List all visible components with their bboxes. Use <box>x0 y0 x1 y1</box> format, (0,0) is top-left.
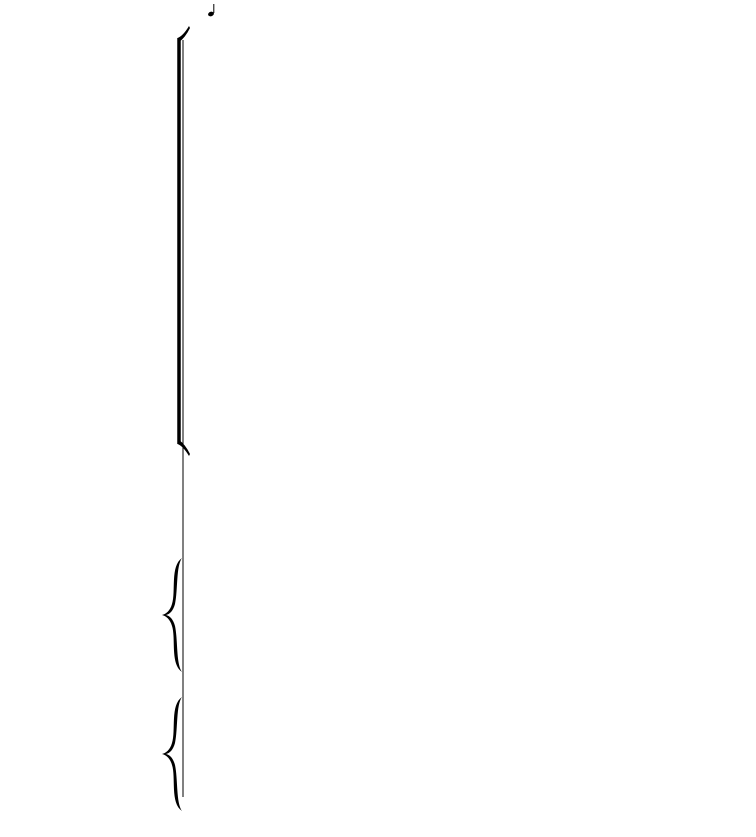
piano-brace <box>162 697 182 811</box>
harp-brace <box>162 558 182 672</box>
tempo-mark <box>207 4 214 17</box>
ensemble-bracket <box>178 26 191 456</box>
